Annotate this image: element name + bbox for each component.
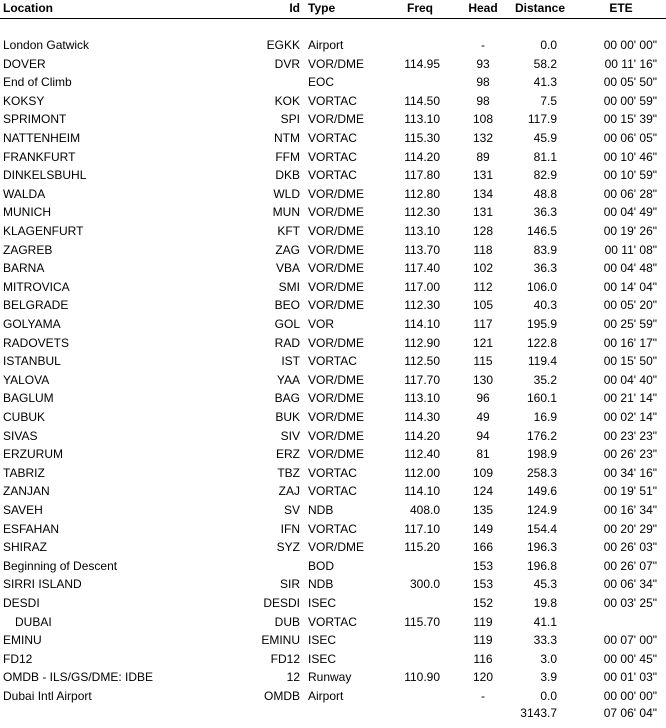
cell-distance: 40.3 [533, 298, 557, 313]
cell-distance: 33.3 [533, 633, 557, 648]
cell-distance: 83.9 [533, 242, 557, 257]
cell-id: ZAJ [278, 484, 300, 499]
cell-location: MUNICH [3, 205, 51, 220]
cell-head: 112 [473, 279, 493, 294]
cell-ete: 00 11' 16" [604, 56, 657, 71]
table-row[interactable] [0, 185, 666, 203]
cell-distance: 154.4 [526, 521, 557, 536]
cell-distance: 36.3 [533, 205, 557, 220]
table-row[interactable] [0, 482, 666, 500]
cell-id: EGKK [266, 38, 300, 52]
cell-head: 128 [472, 224, 494, 238]
cell-freq [380, 594, 440, 612]
cell-distance: 149.6 [526, 484, 557, 499]
table-row[interactable] [0, 129, 666, 147]
cell-type: VORTAC [308, 521, 357, 536]
table-row[interactable] [0, 687, 666, 705]
cell-head: 98 [476, 93, 490, 108]
cell-freq: 114.20 [404, 149, 440, 164]
cell-distance: 176.2 [526, 428, 557, 443]
cell-type: VOR/DME [308, 186, 365, 201]
cell-location: SPRIMONT [3, 112, 67, 127]
cell-freq: 113.70 [404, 242, 440, 257]
cell-distance: 122.8 [526, 335, 557, 350]
table-row[interactable] [0, 427, 666, 445]
table-row[interactable] [0, 501, 666, 519]
cell-type: VORTAC [308, 131, 357, 145]
cell-freq [380, 557, 440, 575]
cell-head: 149 [472, 521, 494, 536]
cell-freq: 300.0 [409, 577, 440, 592]
total-ete: 07 06' 04" [603, 705, 657, 720]
cell-ete: 00 10' 46" [603, 149, 657, 164]
cell-location: ZAGREB [3, 242, 53, 257]
cell-type: EOC [308, 75, 335, 90]
cell-head: 115 [473, 354, 493, 369]
cell-ete: 00 03' 25" [603, 596, 657, 610]
column-header-location[interactable]: Location [3, 1, 53, 15]
cell-distance: 58.2 [533, 56, 557, 71]
cell-freq: 117.70 [404, 372, 440, 387]
cell-type: VORTAC [308, 484, 357, 499]
table-row[interactable] [0, 557, 666, 575]
cell-type: VORTAC [308, 93, 357, 108]
cell-head: 119 [473, 614, 493, 629]
cell-head: 153 [472, 577, 494, 592]
cell-location: YALOVA [3, 372, 50, 387]
cell-ete: 00 06' 28" [603, 186, 657, 201]
cell-distance: 106.0 [526, 279, 557, 294]
cell-freq [380, 687, 440, 705]
cell-ete: 00 21' 14" [603, 391, 657, 406]
cell-ete: 00 19' 26" [603, 224, 657, 238]
cell-location: ERZURUM [3, 447, 63, 462]
cell-location: MITROVICA [3, 279, 70, 294]
cell-ete: 00 11' 08" [604, 242, 657, 257]
table-row[interactable] [0, 371, 666, 389]
cell-id: DUB [274, 614, 300, 629]
cell-id: EMINU [261, 633, 300, 648]
cell-ete: 00 02' 14" [603, 410, 657, 424]
cell-type: BOD [308, 558, 335, 573]
cell-ete: 00 00' 00" [603, 38, 657, 52]
cell-type: ISEC [308, 651, 337, 666]
cell-ete: 00 34' 16" [603, 465, 657, 480]
cell-type: ISEC [308, 633, 337, 648]
cell-location: London Gatwick [3, 38, 90, 52]
cell-location: NATTENHEIM [3, 131, 81, 145]
cell-type: Airport [308, 38, 344, 52]
cell-head: 134 [472, 186, 494, 201]
cell-head: - [481, 38, 485, 52]
cell-head: 131 [472, 168, 494, 183]
cell-id: VBA [275, 261, 300, 276]
cell-head: 117 [473, 317, 493, 331]
cell-freq: 117.10 [404, 521, 440, 536]
cell-head: 135 [472, 503, 494, 517]
cell-id: FD12 [270, 651, 300, 666]
cell-head: 98 [476, 75, 490, 90]
cell-head: 132 [472, 131, 494, 145]
cell-freq: 114.10 [404, 317, 440, 331]
cell-head: 130 [472, 372, 494, 387]
column-header-freq[interactable]: Freq [406, 1, 433, 15]
cell-freq: 117.00 [404, 279, 440, 294]
cell-ete: 00 26' 03" [603, 540, 657, 555]
cell-ete: 00 16' 34" [603, 503, 657, 517]
table-row[interactable] [0, 594, 666, 612]
cell-id: OMDB [264, 689, 300, 703]
cell-type: VOR/DME [308, 540, 365, 555]
table-row[interactable] [0, 166, 666, 184]
cell-head: 94 [476, 428, 490, 443]
cell-location: SIRRI ISLAND [3, 577, 82, 592]
table-row[interactable] [0, 73, 666, 91]
cell-id: DKB [275, 168, 300, 183]
cell-freq: 113.10 [404, 224, 440, 238]
cell-type: VOR/DME [308, 205, 365, 220]
cell-type: VOR/DME [308, 261, 365, 276]
cell-type: VORTAC [308, 354, 357, 369]
cell-ete: 00 19' 51" [603, 484, 657, 499]
cell-head: 89 [476, 149, 490, 164]
cell-freq: 117.80 [404, 168, 440, 183]
cell-ete: 00 23' 23" [603, 428, 657, 443]
cell-freq: 113.10 [404, 391, 440, 406]
cell-freq: 112.90 [404, 335, 440, 350]
table-row[interactable] [0, 296, 666, 314]
cell-location: DESDI [3, 596, 40, 610]
cell-id: 12 [286, 670, 300, 685]
cell-freq [380, 650, 440, 668]
cell-distance: 48.8 [533, 186, 557, 201]
cell-ete: 00 04' 40" [603, 372, 657, 387]
cell-head: 105 [472, 298, 494, 313]
cell-head: 166 [472, 540, 494, 555]
cell-location: BELGRADE [3, 298, 69, 313]
cell-location: KLAGENFURT [3, 224, 84, 238]
cell-location: DUBAI [15, 614, 52, 629]
cell-ete: 00 00' 00" [603, 689, 657, 703]
cell-head: 49 [476, 410, 490, 424]
cell-location: FD12 [3, 651, 33, 666]
cell-head: 109 [472, 465, 494, 480]
cell-freq: 115.30 [404, 131, 440, 145]
cell-ete: 00 16' 17" [603, 335, 657, 350]
cell-freq: 114.20 [404, 428, 440, 443]
table-row[interactable] [0, 613, 666, 631]
cell-head: 120 [472, 670, 494, 685]
cell-id: ZAG [275, 242, 300, 257]
cell-freq: 117.40 [404, 261, 440, 276]
cell-type: Airport [308, 689, 344, 703]
cell-distance: 196.3 [526, 540, 557, 555]
cell-freq [380, 36, 440, 54]
column-header-ete[interactable]: ETE [609, 1, 633, 15]
cell-location: BAGLUM [3, 391, 54, 406]
cell-distance: 196.8 [526, 558, 557, 573]
cell-distance: 19.8 [533, 596, 557, 610]
cell-id: BUK [275, 410, 300, 424]
table-row[interactable] [0, 148, 666, 166]
cell-location: DINKELSBUHL [3, 168, 87, 183]
cell-id: SMI [278, 279, 300, 294]
cell-distance: 36.3 [533, 261, 557, 276]
cell-location: FRANKFURT [3, 149, 76, 164]
cell-distance: 16.9 [533, 410, 557, 424]
cell-type: VORTAC [308, 614, 357, 629]
cell-head: 119 [473, 633, 493, 648]
cell-id: KFT [277, 224, 300, 238]
cell-ete: 00 25' 59" [603, 317, 657, 331]
cell-id: DVR [274, 56, 300, 71]
cell-type: VORTAC [308, 168, 357, 183]
table-row[interactable] [0, 668, 666, 686]
table-row[interactable] [0, 315, 666, 333]
cell-distance: 198.9 [526, 447, 557, 462]
cell-ete: 00 15' 50" [603, 354, 657, 369]
cell-type: VOR/DME [308, 242, 365, 257]
cell-distance: 45.3 [533, 577, 557, 592]
table-row[interactable] [0, 241, 666, 259]
cell-type: VOR/DME [308, 298, 365, 313]
table-row[interactable] [0, 408, 666, 426]
cell-distance: 117.9 [527, 112, 557, 127]
cell-id: BAG [274, 391, 300, 406]
cell-ete: 00 14' 04" [603, 279, 657, 294]
cell-freq [380, 73, 440, 91]
cell-type: VOR/DME [308, 224, 365, 238]
cell-freq: 114.30 [404, 410, 440, 424]
cell-type: VORTAC [308, 465, 357, 480]
cell-ete: 00 07' 00" [603, 633, 657, 648]
cell-ete: 00 04' 49" [603, 205, 657, 220]
cell-id: ERZ [276, 447, 300, 462]
cell-id: IST [281, 354, 300, 369]
cell-head: 121 [472, 335, 494, 350]
total-distance: 3143.7 [520, 705, 557, 720]
cell-ete: 00 01' 03" [603, 670, 657, 685]
cell-location: SIVAS [3, 428, 38, 443]
cell-type: VOR/DME [308, 56, 365, 71]
cell-id [220, 73, 300, 91]
cell-location: ESFAHAN [3, 521, 60, 536]
cell-type: VOR/DME [308, 447, 365, 462]
cell-ete: 00 06' 05" [603, 131, 657, 145]
cell-location: SAVEH [3, 503, 43, 517]
cell-location: BARNA [3, 261, 45, 276]
table-row[interactable] [0, 538, 666, 556]
cell-distance: 124.9 [526, 503, 557, 517]
cell-freq: 114.95 [404, 56, 440, 71]
cell-distance: 41.3 [533, 75, 557, 90]
table-row[interactable] [0, 631, 666, 649]
table-row[interactable] [0, 445, 666, 463]
cell-type: VOR/DME [308, 372, 365, 387]
cell-distance: 45.9 [533, 131, 557, 145]
cell-location: Beginning of Descent [3, 558, 118, 573]
cell-location: SHIRAZ [3, 540, 48, 555]
table-row[interactable] [0, 36, 666, 54]
cell-location: End of Climb [3, 75, 72, 90]
cell-id: DESDI [263, 596, 300, 610]
table-row[interactable] [0, 334, 666, 352]
cell-distance: 3.0 [540, 651, 557, 666]
cell-head: 124 [472, 484, 494, 499]
cell-type: VOR/DME [308, 428, 365, 443]
table-row[interactable] [0, 575, 666, 593]
totals-row [0, 704, 666, 722]
cell-type: ISEC [308, 596, 337, 610]
cell-id: SPI [280, 112, 300, 127]
column-header-head[interactable]: Head [468, 1, 498, 15]
cell-freq: 113.10 [404, 112, 440, 127]
cell-head: 116 [473, 651, 493, 666]
cell-head: 81 [476, 447, 490, 462]
cell-id: GOL [274, 317, 300, 331]
cell-distance: 82.9 [533, 168, 557, 183]
cell-location: OMDB - ILS/GS/DME: IDBE [3, 670, 154, 685]
cell-distance: 7.5 [540, 93, 557, 108]
cell-ete: 00 26' 23" [603, 447, 657, 462]
cell-location: Dubai Intl Airport [3, 689, 92, 703]
cell-id: TBZ [277, 465, 300, 480]
cell-id: WLD [273, 186, 300, 201]
cell-location: TABRIZ [3, 465, 45, 480]
table-row[interactable] [0, 55, 666, 73]
cell-ete: 00 06' 34" [603, 577, 657, 592]
cell-freq: 114.50 [404, 93, 440, 108]
cell-distance: 81.1 [533, 149, 557, 164]
cell-ete: 00 20' 29" [603, 521, 657, 536]
cell-type: VOR/DME [308, 391, 365, 406]
cell-distance: 146.5 [526, 224, 557, 238]
cell-head: 93 [476, 56, 490, 71]
table-row[interactable] [0, 278, 666, 296]
table-row[interactable] [0, 259, 666, 277]
cell-freq: 112.80 [404, 186, 440, 201]
cell-id: MUN [272, 205, 300, 220]
cell-head: 108 [472, 112, 494, 127]
cell-distance: 160.1 [526, 391, 557, 406]
cell-freq [380, 631, 440, 649]
cell-ete: 00 26' 07" [603, 558, 657, 573]
cell-id: SIV [280, 428, 300, 443]
cell-location: KOKSY [3, 93, 45, 108]
cell-head: 96 [476, 391, 490, 406]
cell-type: Runway [308, 670, 352, 685]
cell-freq: 408.0 [409, 503, 440, 517]
cell-ete: 00 04' 48" [603, 261, 657, 276]
cell-distance: 3.9 [540, 670, 557, 685]
cell-freq: 115.70 [404, 614, 440, 629]
cell-distance: 195.9 [526, 317, 557, 331]
cell-type: VOR/DME [308, 335, 365, 350]
table-row[interactable] [0, 203, 666, 221]
cell-head: 118 [473, 242, 493, 257]
cell-type: NDB [308, 577, 334, 592]
cell-head: - [481, 689, 485, 703]
cell-type: NDB [308, 503, 334, 517]
cell-freq: 115.20 [404, 540, 440, 555]
cell-id: SIR [279, 577, 300, 592]
cell-head: 152 [472, 596, 494, 610]
table-row[interactable] [0, 110, 666, 128]
cell-id: YAA [276, 372, 300, 387]
cell-id: IFN [280, 521, 300, 536]
cell-type: VOR/DME [308, 279, 365, 294]
cell-freq: 112.50 [404, 354, 440, 369]
table-header [0, 0, 666, 19]
cell-id: FFM [275, 149, 300, 164]
cell-id: BEO [274, 298, 300, 313]
cell-distance: 35.2 [533, 372, 557, 387]
cell-location: EMINU [3, 633, 42, 648]
cell-id: KOK [274, 93, 300, 108]
cell-ete: 00 15' 39" [603, 112, 657, 127]
cell-ete: 00 10' 59" [603, 168, 657, 183]
cell-location: DOVER [3, 56, 46, 71]
cell-type: VOR/DME [308, 410, 365, 424]
table-row[interactable] [0, 352, 666, 370]
cell-distance: 258.3 [526, 465, 557, 480]
cell-location: CUBUK [3, 410, 46, 424]
table-row[interactable] [0, 650, 666, 668]
table-row[interactable] [0, 92, 666, 110]
cell-id [220, 557, 300, 575]
cell-location: ZANJAN [3, 484, 50, 499]
cell-type: VOR/DME [308, 112, 365, 127]
cell-distance: 119.4 [527, 354, 557, 369]
cell-ete: 00 05' 20" [603, 298, 657, 313]
cell-freq: 112.30 [404, 205, 440, 220]
column-header-id[interactable]: Id [289, 1, 300, 15]
cell-head: 102 [472, 261, 494, 276]
table-row[interactable] [0, 222, 666, 240]
cell-ete [585, 613, 657, 631]
cell-id: RAD [274, 335, 300, 350]
cell-ete: 00 00' 45" [603, 651, 657, 666]
cell-ete: 00 00' 59" [603, 93, 657, 108]
cell-location: ISTANBUL [3, 354, 61, 369]
cell-type: VOR [308, 317, 335, 331]
cell-distance: 41.1 [533, 614, 557, 629]
cell-freq: 112.00 [404, 465, 440, 480]
column-header-type[interactable]: Type [308, 1, 336, 15]
cell-location: RADOVETS [3, 335, 70, 350]
table-row[interactable] [0, 464, 666, 482]
cell-id: SV [283, 503, 300, 517]
cell-freq: 112.40 [404, 447, 440, 462]
cell-distance: 0.0 [540, 689, 557, 703]
cell-distance: 0.0 [540, 38, 557, 52]
cell-freq: 114.10 [404, 484, 440, 499]
table-row[interactable] [0, 520, 666, 538]
cell-id: NTM [274, 131, 300, 145]
table-row[interactable] [0, 389, 666, 407]
cell-ete: 00 05' 50" [603, 75, 657, 90]
cell-location: WALDA [3, 186, 46, 201]
cell-location: GOLYAMA [3, 317, 61, 331]
cell-type: VORTAC [308, 149, 357, 164]
column-header-distance[interactable]: Distance [514, 1, 566, 15]
cell-freq: 110.90 [404, 670, 440, 685]
cell-head: 131 [472, 205, 494, 220]
cell-head: 153 [472, 558, 494, 573]
cell-id: SYZ [276, 540, 300, 555]
cell-freq: 112.30 [404, 298, 440, 313]
